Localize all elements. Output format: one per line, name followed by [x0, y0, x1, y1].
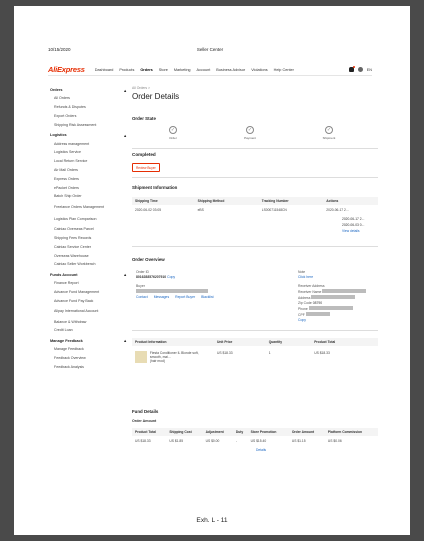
order-state-steps	[132, 126, 378, 148]
step-order	[158, 126, 188, 140]
address-field-label: Address	[298, 296, 311, 300]
redacted-value	[309, 306, 353, 310]
buyer-links	[136, 295, 256, 300]
column-header: Platform Commission	[325, 428, 378, 436]
step-label: Order	[169, 136, 177, 140]
aliexpress-logo[interactable]: AliExpress	[48, 65, 85, 74]
breadcrumb[interactable]: All Orders >	[132, 86, 150, 90]
table-row	[132, 346, 378, 363]
review-buyer-button[interactable]: Review Buyer	[132, 163, 160, 172]
address-field-label: Phone	[298, 307, 308, 311]
sidebar-item[interactable]: Finance Report	[54, 281, 79, 286]
order-overview-right	[298, 270, 388, 323]
sidebar	[50, 86, 126, 373]
buyer-link[interactable]: Report Buyer	[175, 295, 196, 299]
table-cell: US $1.85	[169, 439, 184, 443]
column-header: Store Promotion	[248, 428, 289, 436]
sidebar-group-title: Manage Feedback	[50, 338, 83, 343]
sidebar-item[interactable]: Refunds & Disputes	[54, 105, 86, 110]
divider	[132, 177, 378, 178]
column-header: Product Total	[311, 338, 378, 346]
redacted-buyer	[136, 289, 208, 293]
nav-link-violations[interactable]: Violations	[251, 67, 268, 72]
sidebar-item[interactable]: Express Orders	[54, 176, 79, 181]
buyer-link[interactable]: Messages	[153, 295, 170, 299]
order-amount-subheading: Order Amount	[132, 419, 157, 423]
sidebar-item[interactable]: Credit Loan	[54, 328, 73, 333]
sidebar-group-title: Logistics	[50, 133, 67, 138]
address-fields	[298, 289, 388, 318]
sidebar-item[interactable]: Shipping Risk Assessment	[54, 122, 97, 127]
chevron-up-icon: ▴	[124, 88, 126, 93]
redacted-value	[306, 312, 330, 316]
language-label[interactable]: EN	[366, 67, 372, 72]
table-header	[132, 338, 378, 346]
action-entry[interactable]: 2020-06-03 0...	[342, 223, 365, 227]
check-icon: ✓	[326, 127, 332, 133]
sidebar-item[interactable]: Export Orders	[54, 113, 77, 118]
column-header: Quantity	[266, 338, 312, 346]
order-overview-heading: Order Overview	[132, 257, 165, 262]
address-field-label: Zip Code	[298, 301, 312, 305]
nav-link-marketing[interactable]: Marketing	[173, 67, 191, 72]
nav-right	[349, 67, 372, 72]
nav-link-products[interactable]: Products	[119, 67, 135, 72]
sidebar-item[interactable]: Cainiao Service Center	[54, 244, 91, 249]
order-state-heading: Order State	[132, 116, 156, 121]
table-row	[132, 436, 378, 443]
table-cell: eBS	[197, 208, 204, 212]
column-header: Product Information	[132, 338, 214, 346]
avatar[interactable]	[358, 67, 363, 72]
order-status: Completed	[132, 152, 156, 157]
step-label: Payment	[244, 136, 256, 140]
unit-price: US $18.33	[217, 351, 233, 355]
nav-link-orders[interactable]: Orders	[140, 67, 153, 72]
zip-value: 08790	[312, 301, 323, 305]
products-table	[132, 338, 378, 363]
product-sku: (hair mod)	[149, 359, 165, 363]
address-field-label: CPF	[298, 313, 305, 317]
fund-table-wrap	[132, 428, 378, 452]
shipment-heading: Shipment Information	[132, 185, 178, 190]
step-payment	[235, 126, 265, 140]
sidebar-item[interactable]: ePacket Orders	[54, 185, 79, 190]
order-id: 8016288576207910	[136, 275, 167, 279]
sidebar-group-0[interactable]	[50, 86, 126, 94]
sidebar-item[interactable]: Freelance Orders Management	[54, 204, 104, 209]
column-header: Order Amount	[289, 428, 325, 436]
view-details-link[interactable]: View details	[342, 229, 360, 233]
table-cell: LS000711548CN	[261, 208, 287, 212]
column-header: Product Total	[132, 428, 166, 436]
bell-icon[interactable]	[349, 67, 354, 72]
sidebar-group-3[interactable]	[50, 337, 126, 345]
column-header: Adjustment	[203, 428, 233, 436]
sidebar-item[interactable]: Cainiao Seller Workbench	[54, 262, 96, 267]
print-title: Seller Center	[196, 47, 224, 52]
address-label: Receiver Address	[298, 284, 325, 288]
print-header	[48, 47, 372, 52]
table-cell: US $0.06	[327, 439, 342, 443]
sidebar-item[interactable]: Address management	[54, 141, 90, 146]
sidebar-item[interactable]: Air Mail Orders	[54, 167, 78, 172]
shipment-actions	[342, 216, 364, 234]
fund-details-heading: Fund Details	[132, 409, 159, 414]
chevron-up-icon: ▴	[124, 273, 126, 278]
buyer-link[interactable]: Contact	[136, 295, 148, 299]
sidebar-group-2[interactable]	[50, 271, 126, 279]
copy-order-id[interactable]: Copy	[167, 275, 176, 279]
divider	[132, 330, 378, 331]
sidebar-group-title: Funds Account	[50, 272, 78, 277]
shipment-table	[132, 197, 378, 212]
divider	[132, 246, 378, 247]
table-cell: US $1.15	[291, 439, 306, 443]
address-field-label: Receiver Name	[298, 290, 322, 294]
order-overview-left	[136, 270, 256, 300]
sidebar-group-1[interactable]	[50, 131, 126, 139]
nav-links	[95, 68, 294, 72]
exhibit-label: Exh. L - 11	[196, 517, 228, 524]
column-header: Actions	[323, 197, 378, 205]
notification-dot	[353, 66, 355, 68]
sidebar-item[interactable]: Advance Fund Management	[54, 289, 100, 294]
sidebar-group-title: Orders	[50, 88, 63, 92]
table-cell: US $15.40	[250, 439, 267, 443]
product-total: US $18.33	[314, 351, 330, 355]
step-label: Shipment	[322, 136, 336, 140]
check-icon: ✓	[170, 127, 176, 133]
order-id-label: Order ID	[136, 270, 149, 274]
page-title: Order Details	[132, 92, 180, 101]
divider	[132, 148, 378, 149]
column-header: Unit Price	[214, 338, 266, 346]
sidebar-item[interactable]: Batch Ship Order	[54, 194, 82, 199]
buyer-label: Buyer	[136, 284, 145, 288]
redacted-value	[322, 289, 366, 293]
column-header: Duty	[233, 428, 248, 436]
product-thumbnail[interactable]	[135, 351, 147, 363]
nav-link-dashboard[interactable]: Dashboard	[94, 67, 114, 72]
chevron-up-icon: ▴	[124, 133, 126, 138]
sidebar-item[interactable]: Logistics Service	[54, 150, 81, 155]
fund-details-link[interactable]: Details	[256, 448, 267, 452]
sidebar-item[interactable]: Logistics Plan Comparison	[54, 216, 97, 221]
top-navigation	[48, 64, 372, 76]
shipment-table-wrap	[132, 197, 378, 233]
check-icon: ✓	[247, 127, 253, 133]
note-label: Note	[298, 270, 306, 274]
table-cell: US $0.00	[205, 439, 220, 443]
table-row	[132, 205, 378, 212]
note-value[interactable]: Click here	[298, 275, 314, 279]
sidebar-item[interactable]: Manage Feedback	[54, 347, 84, 352]
nav-link-help-center[interactable]: Help Center	[273, 67, 294, 72]
table-cell[interactable]: 2020-06-17 2...	[326, 208, 349, 212]
table-cell: 2020-06-02 03:05	[135, 208, 162, 212]
copy-address[interactable]: Copy	[298, 318, 306, 322]
sidebar-item[interactable]: Local Return Service	[54, 159, 88, 164]
sidebar-item[interactable]: Feedback Analysis	[54, 364, 84, 369]
fund-table	[132, 428, 378, 443]
column-header: Shipping Cost	[166, 428, 202, 436]
print-date: 10/15/2020	[48, 47, 71, 52]
sidebar-item[interactable]: Balance & Withdraw	[54, 319, 87, 324]
column-header: Shipping Method	[195, 197, 259, 205]
sidebar-item[interactable]: Shipping Fees Records	[54, 235, 92, 240]
table-header	[132, 197, 378, 205]
sidebar-item[interactable]: All Orders	[54, 96, 70, 101]
column-header: Tracking Number	[259, 197, 324, 205]
nav-link-store[interactable]: Store	[158, 67, 168, 72]
table-header	[132, 428, 378, 436]
sidebar-item[interactable]: Feedback Overview	[54, 355, 86, 360]
sidebar-item[interactable]: Overseas Warehouse	[54, 253, 89, 258]
step-shipment	[314, 126, 344, 140]
buyer-link[interactable]: Blacklist	[201, 295, 214, 299]
redacted-value	[311, 295, 355, 299]
table-cell: -	[235, 439, 237, 443]
action-entry[interactable]: 2020-06-17 2...	[342, 217, 365, 221]
table-cell: US $18.33	[135, 439, 151, 443]
sidebar-item[interactable]: Advance Fund Pay Back	[54, 298, 94, 303]
chevron-up-icon: ▴	[124, 339, 126, 344]
products-table-wrap	[132, 338, 378, 363]
sidebar-item[interactable]: Alipay International Account	[54, 309, 99, 314]
main-content	[132, 86, 378, 452]
nav-link-account[interactable]: Account	[196, 67, 211, 72]
column-header: Shipping Time	[132, 197, 195, 205]
product-name[interactable]: Fiesta Conditioner IL Blonde soft, smooth, mai...	[149, 351, 199, 359]
nav-link-business-advisor[interactable]: Business Advisor	[216, 67, 246, 72]
sidebar-item[interactable]: Cainiao Overseas Parcel	[54, 227, 94, 232]
quantity: 1	[268, 351, 271, 355]
